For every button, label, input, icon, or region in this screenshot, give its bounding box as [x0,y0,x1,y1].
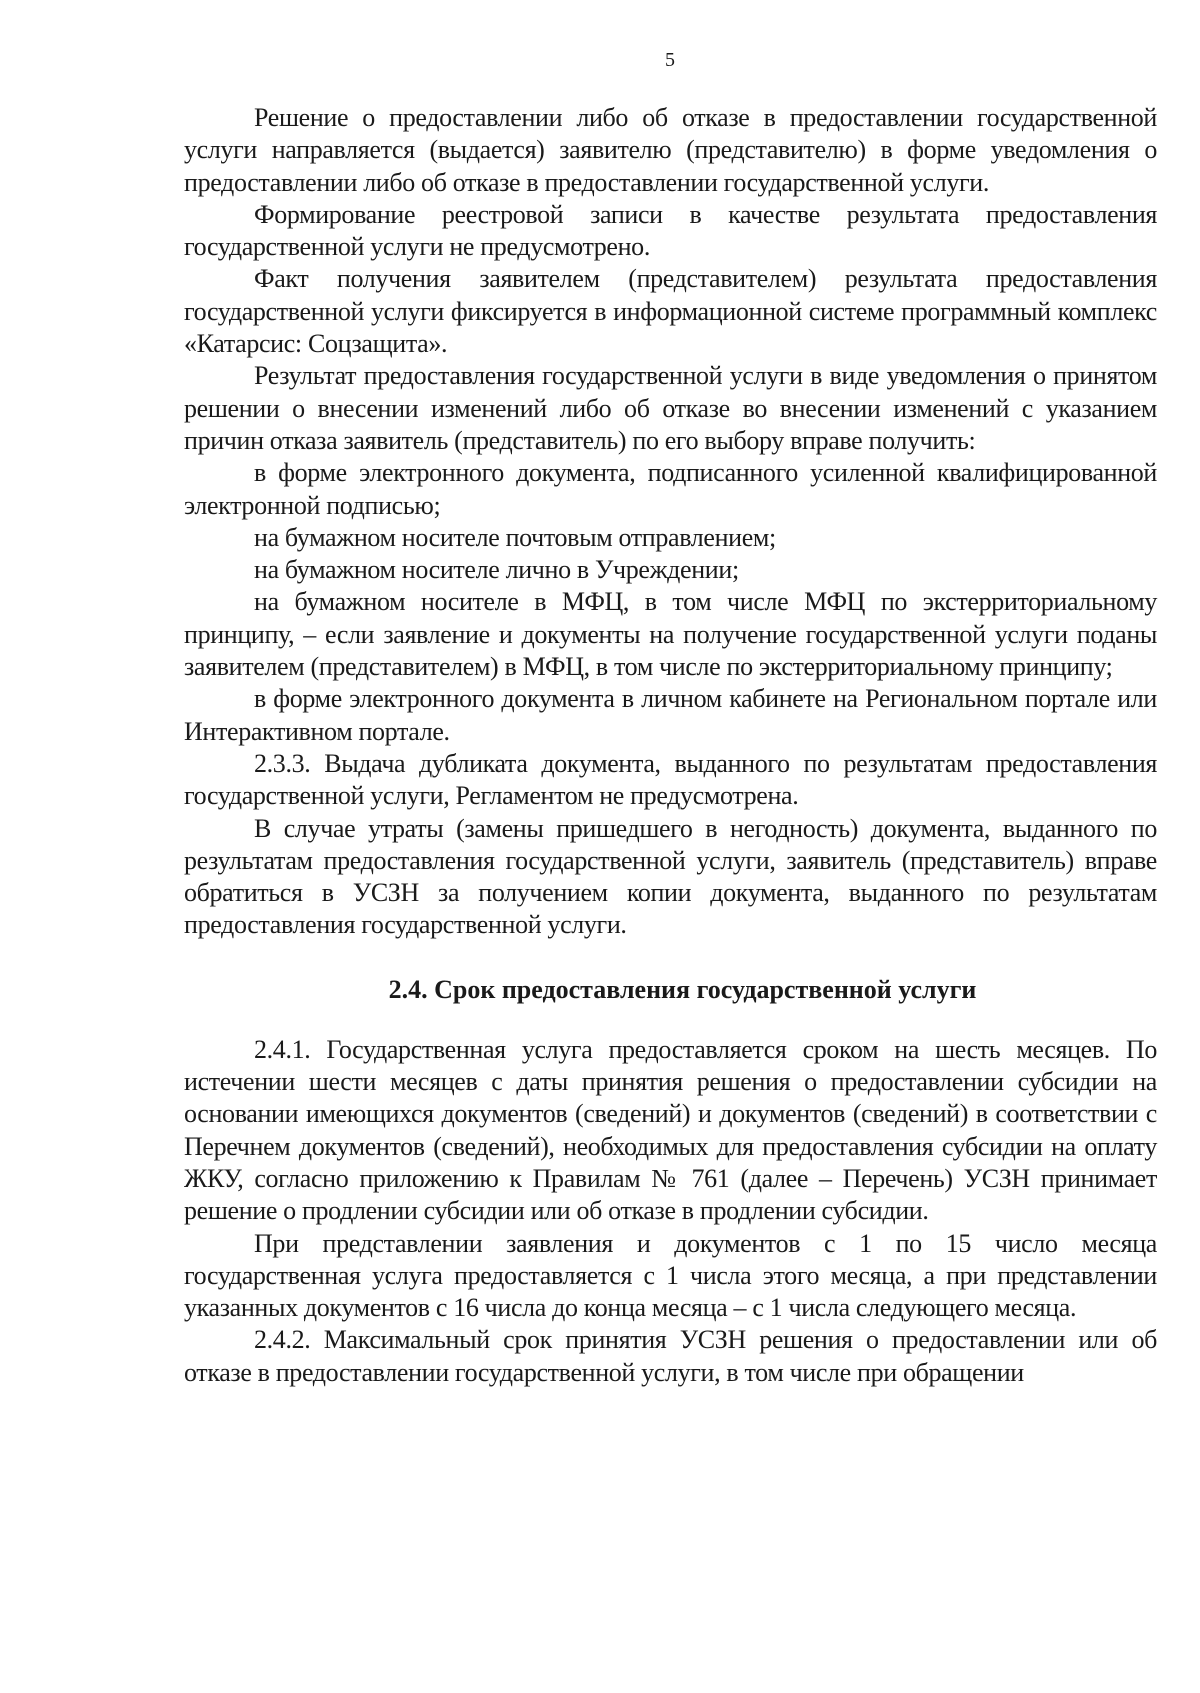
paragraph-2-4-2: 2.4.2. Максимальный срок принятия УСЗН решения о предоставлении или об отказе в предоставлении государственной услуги, в том числе при обращении [184,1325,1157,1387]
paragraph-result-options: Результат предоставления государственной услуги в виде уведомления о принятом решении о внесении изменений либо об отказе во внесении изменений с указанием причин отказа заявитель (представитель) по его выбору вправе получить: [184,361,1157,455]
paragraph-2-3-3: 2.3.3. Выдача дубликата документа, выданного по результатам предоставления государственной услуги, Регламентом не предусмотрена. [184,748,1157,811]
list-item-in-person: на бумажном носителе лично в Учреждении; [254,555,739,585]
list-item-personal-cabinet: в форме электронного документа в личном кабинете на Региональном портале или Интерактивном портале. [184,684,1157,746]
list-item-mfc: на бумажном носителе в МФЦ, в том числе МФЦ по экстерриториальному принципу, – если заявление и документы на получение государственной услуги поданы заявителем (представителем) в МФЦ, в том числе по экстерриториальному принципу; [184,587,1157,682]
paragraph-decision-notice: Решение о предоставлении либо об отказе в предоставлении государственной услуги направляется (выдается) заявителю (представителю) в форме уведомления о предоставлении либо об отказе в предоставлении государственной услуги. [184,103,1157,197]
section-heading-2-4: 2.4. Срок предоставления государственной услуги [388,974,977,1004]
paragraph-document-loss: В случае утраты (замены пришедшего в негодность) документа, выданного по результатам предоставления государственной услуги, заявитель (представитель) вправе обратиться в УСЗН за получением копии документа, выданного по результатам предоставления государственной услуги. [184,813,1157,940]
list-item-electronic-signature: в форме электронного документа, подписанного усиленной квалифицированной электронной подписью; [184,458,1157,520]
document-body [184,102,1157,1389]
paragraph-result-fixation: Факт получения заявителем (представителем) результата предоставления государственной услуги фиксируется в информационной системе программный комплекс «Катарсис: Соцзащита». [184,264,1157,359]
paragraph-submission-dates: При представлении заявления и документов с 1 по 15 число месяца государственная услуга предоставляется с 1 числа этого месяца, а при представлении указанных документов с 16 числа до конца месяца – с 1 числа следующего месяца. [184,1228,1157,1323]
list-item-postal: на бумажном носителе почтовым отправлением; [254,522,776,552]
paragraph-registry-record: Формирование реестровой записи в качестве результата предоставления государственной услуги не предусмотрено. [184,199,1157,262]
paragraph-2-4-1: 2.4.1. Государственная услуга предоставляется сроком на шесть месяцев. По истечении шести месяцев с даты принятия решения о предоставлении субсидии на основании имеющихся документов (сведений) и документов (сведений) в соответствии с Перечнем документов (сведений), необходимых для предоставления субсидии на оплату ЖКУ, согласно приложению к Правилам № 761 (далее – Перечень) УСЗН принимает решение о продлении субсидии или об отказе в продлении субсидии. [184,1034,1157,1226]
page-number: 5 [665,49,675,71]
